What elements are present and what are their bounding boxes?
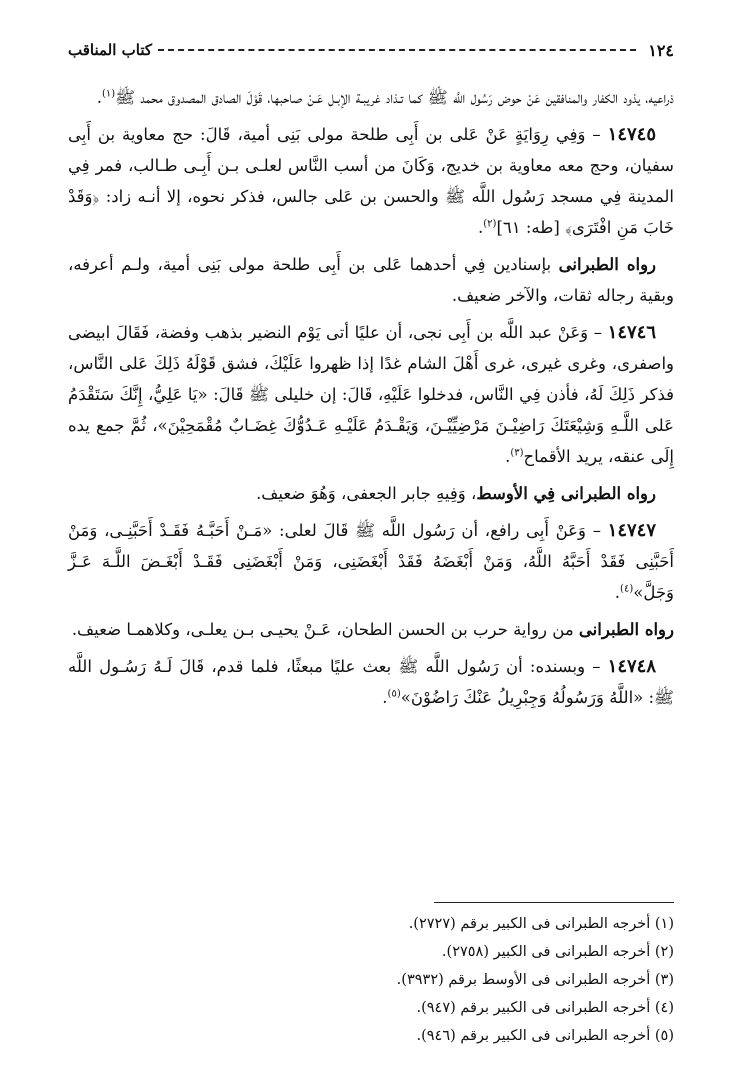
- paragraph-end: .: [505, 447, 511, 466]
- footnote-ref: (٥): [387, 688, 401, 700]
- footnote: (٥) أخرجه الطبرانى فى الكبير برقم (٩٤٦).: [416, 1028, 674, 1044]
- paragraph-end: .: [614, 583, 621, 602]
- paragraph-text: ، وَفِيهِ جابر الجعفى، وَهُوَ ضعيف.: [256, 484, 477, 503]
- narration-paragraph: [68, 614, 674, 645]
- hadith-number: ١٤٧٤٨: [607, 656, 656, 677]
- paragraph-end: .: [382, 688, 388, 707]
- footnote-ref: (٤): [620, 583, 634, 595]
- footnote-ref: (٢): [483, 218, 497, 230]
- footnote: (٤) أخرجه الطبرانى فى الكبير برقم (٩٤٧).: [416, 1000, 674, 1016]
- paragraph-text: ذراعيه، يذود الكفار والمنافقين عَنْ حوض رَسُول اللَّه ﷺ كما تـذاد غريبـة الإبـل عَـنْ صاحبها، قَوْلَ الصادق المصدوق محمد ﷺ: [115, 88, 674, 107]
- footnote-ref: (١): [101, 88, 116, 100]
- footnote-ref: (٣): [510, 447, 524, 459]
- narration-paragraph: [68, 249, 674, 311]
- paragraph-text: – وَعَنْ أَبِى رافع، أن رَسُول اللَّه ﷺ قَالَ لعلى: «مَـنْ أَحَبَّـهُ فَقَـدْ أَحَبَّنِـى، وَمَنْ أَحَبَّنِى فَقَدْ أَحَبَّهُ اللَّهُ، وَمَنْ أَبْغَضَهُ فَقَدْ أَبْغَضَنِى، وَمَنْ أَبْغَضَنِى فَقَـدْ أَبْغَـضَ اللَّـهَ عَـزَّ وَجَلَّ»: [68, 521, 674, 602]
- narrator-lead: رواه الطبرانى: [578, 620, 674, 639]
- paragraph-end: .: [478, 218, 484, 237]
- footnote: (٣) أخرجه الطبرانى فى الأوسط برقم (٣٩٣٢).: [396, 972, 674, 988]
- hadith-paragraph: [68, 317, 674, 472]
- hadith-number: ١٤٧٤٦: [607, 322, 656, 343]
- paragraph-end: .: [96, 88, 102, 107]
- hadith-number: ١٤٧٤٧: [607, 520, 656, 541]
- hadith-paragraph: [68, 651, 674, 713]
- paragraph: [68, 82, 674, 113]
- footnotes: [397, 910, 674, 1050]
- header-dash-rule: [158, 49, 636, 51]
- hadith-number: ١٤٧٤٥: [607, 124, 656, 145]
- paragraph-text: – وَعَنْ عبد اللَّه بن أَبِى نجى، أن عليًا أتى يَوْم النضير بذهب وفضة، فَقَالَ ابيضى واصفرى، وغرى غيرى، غرى أَهْلَ الشام غدًا إذا ظهروا عَلَيْكَ، فشق قَوْلَهُ ذَلِكَ عَلى النَّاس، فذكر ذَلِكَ لَهُ، فأذن فِي النَّاس، فدخلوا عَلَيْهِ، قَالَ: إن خليلى ﷺ قَالَ: «يَا عَلِيُّ، إِنَّكَ سَتَقْدَمُ عَلى اللَّـهِ وَشِيْعَتَكَ رَاضِيْـنَ مَرْضِيِّيْـنَ، وَيَقْـدَمُ عَلَيْـهِ عَـدُوُّكَ غِضَـابٌ مُقْمَحِيْنَ»، ثُمَّ جمع يده إِلَى عنقه، يريد الأقماح: [68, 323, 674, 466]
- narrator-lead: رواه الطبرانى فِي الأوسط: [476, 484, 656, 503]
- book-title: كتاب المناقب: [68, 41, 152, 59]
- book-page: [68, 0, 674, 1092]
- running-header: [68, 36, 674, 64]
- paragraph-text: – وَفِي رِوَايَةٍ عَنْ عَلى بن أَبِى طلحة مولى بَنِى أمية، قَالَ: حج معاوية بن أَبِى سفيان، وحج معه معاوية بن خديج، وَكَانَ من أسب النَّاس لعلـى بـن أَبِـى طـالب، فمر فِي المدينة فِي مسجد رَسُول اللَّه ﷺ والحسن بن عَلى جالس، فذكر نحوه، إلا أنـه زاد: ﴿وَقَدْ خَابَ مَنِ افْتَرَى﴾ [طه: ٦١]: [68, 125, 674, 237]
- paragraph-text: من رواية حرب بن الحسن الطحان، عَـنْ يحيـى بـن يعلـى، وكلاهمـا ضعيف.: [71, 620, 579, 639]
- main-text: [68, 82, 674, 719]
- hadith-paragraph: [68, 515, 674, 608]
- narrator-lead: رواه الطبرانى: [558, 255, 657, 274]
- page-number: ١٢٤: [648, 40, 674, 60]
- footnote-separator: [434, 902, 674, 903]
- paragraph-text: بإسنادين فِي أحدهما عَلى بن أَبِى طلحة مولى بَنِى أمية، ولـم أعرفه، وبقية رجاله ثقات، والآخر ضعيف.: [68, 255, 674, 305]
- footnote: (٢) أخرجه الطبرانى فى الكبير (٢٧٥٨).: [441, 944, 674, 960]
- narration-paragraph: [68, 478, 674, 509]
- footnote: (١) أخرجه الطبرانى فى الكبير برقم (٢٧٢٧).: [408, 916, 674, 932]
- hadith-paragraph: [68, 119, 674, 243]
- paragraph-text: – وبسنده: أن رَسُول اللَّه ﷺ بعث عليًا مبعثًا، فلما قدم، قَالَ لَـهُ رَسُـول اللَّه ﷺ: «اللَّهُ وَرَسُولُهُ وَجِبْرِيلُ عَنْكَ رَاضُوْنَ»: [68, 657, 674, 707]
